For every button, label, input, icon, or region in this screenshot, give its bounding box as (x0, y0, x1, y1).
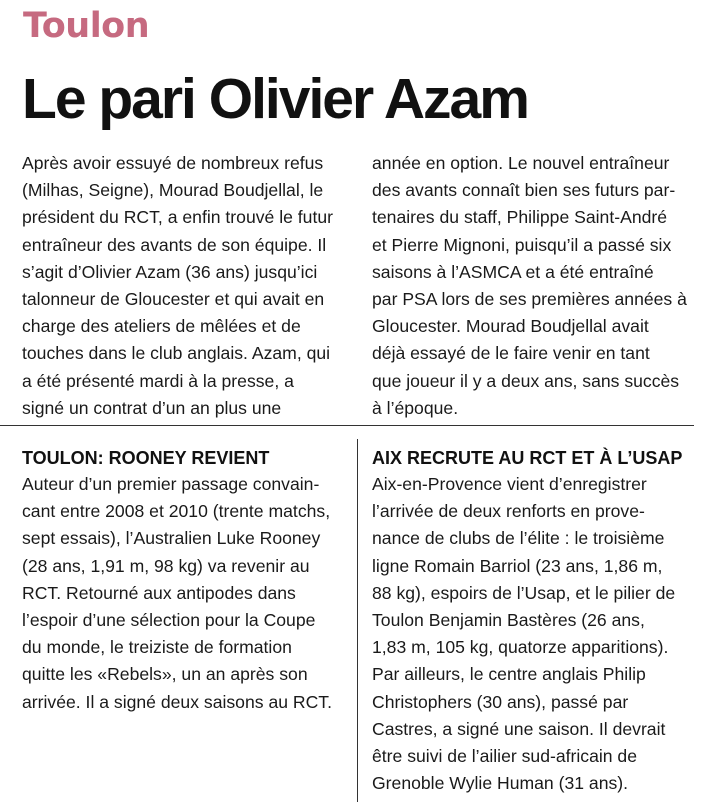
brief-line: Christophers (30 ans), passé par (372, 691, 629, 712)
body-line: des avants connaît bien ses futurs par- (372, 180, 676, 201)
brief-line: être suivi de l’ailier sud-africain de (372, 746, 638, 767)
brief-line: Toulon Benjamin Bastères (26 ans, (372, 610, 645, 631)
body-line: Après avoir essuyé de nombreux refus (22, 153, 324, 173)
body-line: tenaires du staff, Philippe Saint-André (372, 207, 668, 228)
brief-line: Grenoble Wylie Human (31 ans). (372, 773, 629, 794)
brief-line: Auteur d’un premier passage convain- (22, 474, 320, 494)
brief-line: du monde, le treiziste de formation (22, 637, 292, 658)
body-line: à l’époque. (372, 397, 459, 418)
article-body-left-column (22, 150, 352, 422)
brief-line: 88 kg), espoirs de l’Usap, et le pilier de (372, 582, 676, 603)
brief-line: Castres, a signé une saison. Il devrait (372, 718, 666, 739)
section-kicker: Toulon (23, 6, 150, 46)
body-line: talonneur de Gloucester et qui avait en (22, 289, 325, 310)
vertical-rule (357, 439, 358, 802)
brief-left-title: TOULON: ROONEY REVIENT (22, 448, 270, 468)
brief-line: l’arrivée de deux renforts en prove- (372, 501, 645, 522)
brief-line: sept essais), l’Australien Luke Rooney (22, 528, 321, 549)
body-line: signé un contrat d’un an plus une (22, 397, 282, 418)
body-line: que joueur il y a deux ans, sans succès (372, 370, 680, 391)
body-line: touches dans le club anglais. Azam, qui (22, 343, 331, 364)
body-line: a été présenté mardi à la presse, a (22, 370, 294, 391)
brief-line: nance de clubs de l’élite : le troisième (372, 528, 665, 549)
article-headline: Le pari Olivier Azam (22, 67, 528, 131)
body-line: déjà essayé de le faire venir en tant (372, 343, 650, 364)
brief-right-body (372, 471, 702, 797)
brief-left-body (22, 471, 352, 716)
brief-line: Aix-en-Provence vient d’enregistrer (372, 474, 647, 494)
brief-line: Par ailleurs, le centre anglais Philip (372, 664, 646, 685)
brief-line: l’espoir d’une sélection pour la Coupe (22, 610, 316, 631)
brief-line: 1,83 m, 105 kg, quatorze apparitions). (372, 637, 669, 658)
body-line: Gloucester. Mourad Boudjellal avait (372, 316, 649, 337)
brief-right-title: AIX RECRUTE AU RCT ET À L’USAP (372, 448, 683, 468)
body-line: président du RCT, a enfin trouvé le futur (22, 207, 333, 228)
body-line: entraîneur des avants de son équipe. Il (22, 234, 327, 255)
brief-line: cant entre 2008 et 2010 (trente matchs, (22, 501, 331, 522)
brief-line: quitte les «Rebels», un an après son (22, 664, 308, 685)
body-line: s’agit d’Olivier Azam (36 ans) jusqu’ici (22, 261, 318, 282)
brief-line: ligne Romain Barriol (23 ans, 1,86 m, (372, 555, 663, 576)
article-body-right-column (372, 150, 702, 422)
body-line: par PSA lors de ses premières années à (372, 289, 687, 310)
body-line: charge des ateliers de mêlées et de (22, 316, 301, 337)
brief-line: (28 ans, 1,91 m, 98 kg) va revenir au (22, 555, 310, 576)
brief-line: arrivée. Il a signé deux saisons au RCT. (22, 691, 332, 712)
body-line: et Pierre Mignoni, puisqu’il a passé six (372, 234, 672, 255)
body-line: (Milhas, Seigne), Mourad Boudjellal, le (22, 180, 324, 201)
horizontal-rule (0, 425, 694, 426)
body-line: saisons à l’ASMCA et a été entraîné (372, 261, 654, 282)
brief-line: RCT. Retourné aux antipodes dans (22, 582, 296, 603)
body-line: année en option. Le nouvel entraîneur (372, 153, 670, 173)
